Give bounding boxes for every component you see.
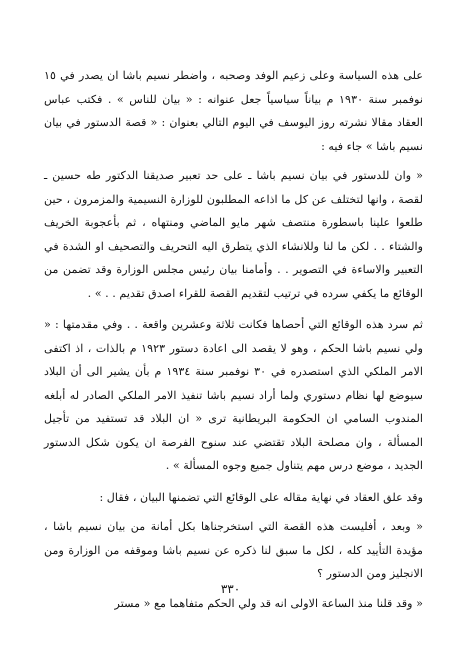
paragraph-4: وقد علق العقاد في نهاية مقاله على الوقائع التي تضمنها البيان ، فقال : — [99, 490, 423, 504]
paragraph-5: « وبعد ، أفليست هذه القصة التي استخرجناها بكل أمانة من بيان نسيم باشا ، مؤيدة التأييد كله ، لكل ما سبق لنا ذكره عن نسيم باشا وموقفه من الوزارة ومن الانجليز ومن الدستور ؟ — [44, 520, 423, 580]
page-number: ٣٣٠ — [220, 582, 241, 596]
paragraph-3: ثم سرد هذه الوقائع التي أحصاها فكانت ثلاثة وعشرين واقعة . . وفي مقدمتها : « ولي نسيم باشا الحكم ، وهو لا يقصد الى اعادة دستور ١٩٢٣ م بالذات ، اذ اكتفى الامر الملكي الذي استصدره في ٣٠ نوفمبر سنة ١٩٣٤ م بأن يشير الى أن البلاد سيوضع لها نظام دستوري ولما أراد نسيم باشا تنفيذ الامر الملكي الصادر له أبلغه المندوب السامي ان الحكومة البريطانية ترى « ان البلاد قد تستفيد من تأجيل المسألة ، وان مصلحة البلاد تقتضي عند سنوح الفرصة ان يكون شكل الدستور الجديد ، موضع درس مهم يتناول جميع وجوه المسألة » . — [44, 318, 423, 472]
paragraph-2: « وان للدستور في بيان نسيم باشا ـ على حد تعبير صديقنا الدكتور طه حسين ـ لقصة ، وانها لتختلف عن كل ما اذاعه المطلبون للوزارة النسيمية والمزمرون ، حين طلعوا علينا باسطورة منتصف شهر مايو الماضي ومنتهاه ، ثم بأعجوبة الخريف والشتاء . . لكن ما لنا وللانشاء الذي يتطرق اليه التحريف والتصحيف او الشدة في التعبير والاساءة في التصوير . . وأمامنا بيان رئيس مجلس الوزارة وقد تضمن من الوقائع ما يكفي سرده في ترتيب لتقديم القصة للقراء اصدق تقديم . . » . — [44, 169, 423, 300]
page-body — [44, 64, 423, 621]
paragraph-1: على هذه السياسة وعلى زعيم الوفد وصحبه ، واضطر نسيم باشا ان يصدر في ١٥ نوفمبر سنة ١٩٣٠ م بياناً سياسياً جعل عنوانه : « بيان للناس » . فكتب عباس العقاد مقالا نشرته روز اليوسف في اليوم التالي بعنوان : « قصة الدستور في بيان نسيم باشا » جاء فيه : — [44, 69, 423, 153]
paragraph-6: « وقد قلنا منذ الساعة الاولى انه قد ولي الحكم متفاهما مع « مستر — [114, 596, 423, 610]
